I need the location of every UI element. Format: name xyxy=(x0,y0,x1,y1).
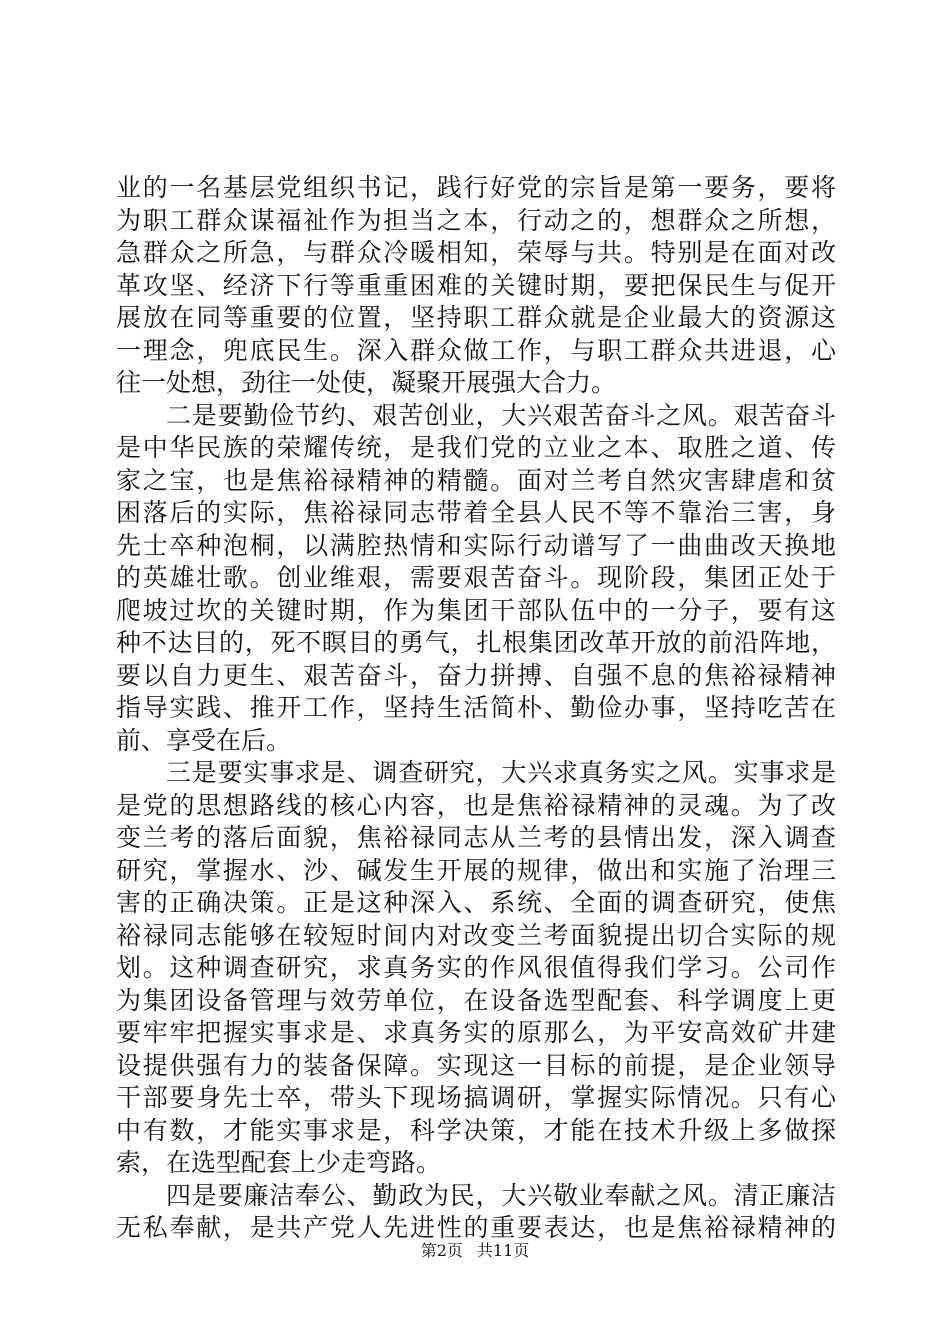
text-line: 指导实践、推开工作，坚持生活简朴、勤俭办事，坚持吃苦在 xyxy=(116,693,836,722)
document-body xyxy=(116,172,836,1245)
page-number-current: 第2页 xyxy=(420,1241,463,1260)
text-line: 的英雄壮歌。创业维艰，需要艰苦奋斗。现阶段，集团正处于 xyxy=(116,563,836,592)
text-line: 前、享受在后。 xyxy=(116,725,292,755)
text-line: 划。这种调查研究，求真务实的作风很值得我们学习。公司作 xyxy=(116,953,836,982)
text-line: 变兰考的落后面貌，焦裕禄同志从兰考的县情出发，深入调查 xyxy=(116,823,836,852)
text-line: 三是要实事求是、调查研究，大兴求真务实之风。实事求是 xyxy=(166,758,836,787)
text-line: 害的正确决策。正是这种深入、系统、全面的调查研究，使焦 xyxy=(116,888,836,917)
text-line: 中有数，才能实事求是，科学决策，才能在技术升级上多做探 xyxy=(116,1115,836,1145)
text-line: 为职工群众谋福祉作为担当之本，行动之的，想群众之所想， xyxy=(116,205,836,235)
text-line: 要牢牢把握实事求是、求真务实的原那么，为平安高效矿井建 xyxy=(116,1018,836,1047)
text-line: 设提供强有力的装备保障。实现这一目标的前提，是企业领导 xyxy=(116,1050,836,1080)
text-line: 展放在同等重要的位置，坚持职工群众就是企业最大的资源这 xyxy=(116,303,836,332)
text-line: 裕禄同志能够在较短时间内对改变兰考面貌提出切合实际的规 xyxy=(116,920,836,950)
text-line: 四是要廉洁奉公、勤政为民，大兴敬业奉献之风。清正廉洁 xyxy=(166,1180,836,1210)
text-line: 是党的思想路线的核心内容，也是焦裕禄精神的灵魂。为了改 xyxy=(116,790,836,820)
paragraph xyxy=(116,172,836,400)
text-line: 无私奉献，是共产党人先进性的重要表达，也是焦裕禄精神的 xyxy=(116,1213,836,1242)
text-line: 种不达目的，死不瞑目的勇气，扎根集团改革开放的前沿阵地， xyxy=(116,628,836,657)
text-line: 二是要勤俭节约、艰苦创业，大兴艰苦奋斗之风。艰苦奋斗 xyxy=(166,400,836,430)
text-line: 革攻坚、经济下行等重重困难的关键时期，要把保民生与促开 xyxy=(116,270,836,300)
text-line: 干部要身先士卒，带头下现场搞调研，掌握实际情况。只有心 xyxy=(116,1083,836,1112)
text-line: 困落后的实际，焦裕禄同志带着全县人民不等不靠治三害，身 xyxy=(116,498,836,527)
page-number-total: 共11页 xyxy=(476,1241,530,1260)
text-line: 家之宝，也是焦裕禄精神的精髓。面对兰考自然灾害肆虐和贫 xyxy=(116,465,836,495)
text-line: 爬坡过坎的关键时期，作为集团干部队伍中的一分子，要有这 xyxy=(116,595,836,625)
text-line: 为集团设备管理与效劳单位，在设备选型配套、科学调度上更 xyxy=(116,985,836,1015)
text-line: 要以自力更生、艰苦奋斗，奋力拼搏、自强不息的焦裕禄精神 xyxy=(116,660,836,690)
text-line: 索，在选型配套上少走弯路。 xyxy=(116,1148,442,1177)
text-line: 往一处想，劲往一处使，凝聚开展强大合力。 xyxy=(116,368,617,397)
text-line: 研究，掌握水、沙、碱发生开展的规律，做出和实施了治理三 xyxy=(116,855,836,885)
text-line: 业的一名基层党组织书记，践行好党的宗旨是第一要务，要将 xyxy=(116,173,836,202)
paragraph xyxy=(116,400,836,758)
paragraph xyxy=(116,1180,836,1245)
text-line: 先士卒种泡桐，以满腔热情和实际行动谱写了一曲曲改天换地 xyxy=(116,530,836,560)
paragraph xyxy=(116,757,836,1180)
page-footer xyxy=(0,1241,950,1261)
text-line: 是中华民族的荣耀传统，是我们党的立业之本、取胜之道、传 xyxy=(116,433,836,462)
text-line: 急群众之所急，与群众冷暖相知，荣辱与共。特别是在面对改 xyxy=(116,238,836,267)
text-line: 一理念，兜底民生。深入群众做工作，与职工群众共进退，心 xyxy=(116,335,836,365)
